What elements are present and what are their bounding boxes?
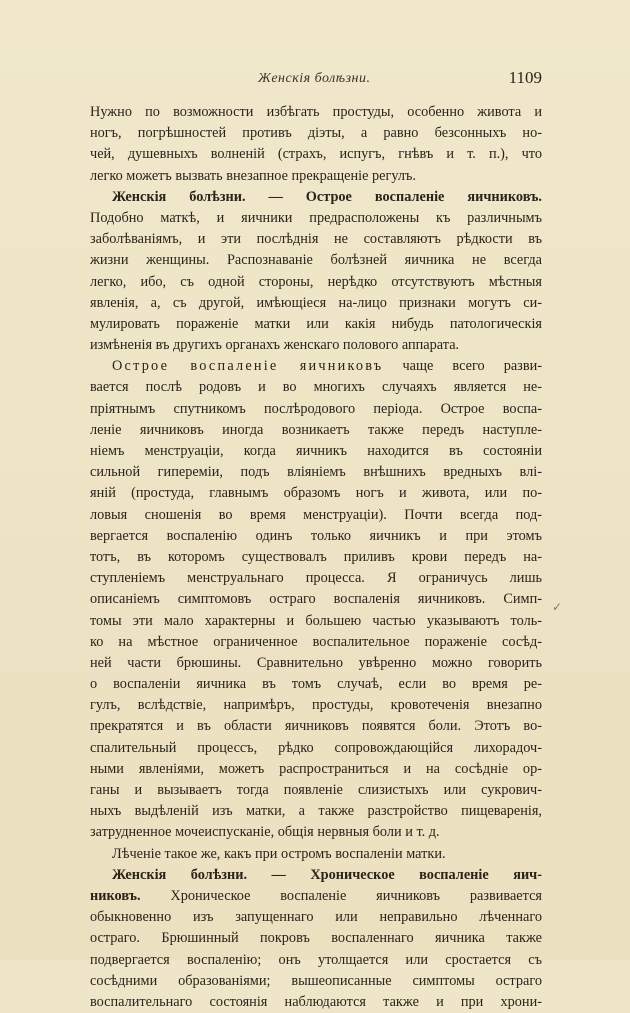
section-heading: Женскія болѣзни. — Острое воспаленіе яичниковъ. — [112, 188, 542, 205]
text-line — [90, 716, 542, 737]
text-line — [90, 886, 542, 907]
line-text: ганы и вызываетъ тогда появленіе слизистыхъ или сукрович- — [90, 782, 542, 798]
line-text: подвергается воспаленію; онъ утолщается или сростается съ — [90, 951, 542, 968]
line-text: ко на мѣстное ограниченное воспалительное пораженіе сосѣд- — [90, 633, 542, 650]
text-line — [90, 738, 542, 759]
text-line — [90, 547, 542, 568]
page-header — [90, 68, 542, 90]
line-text: пріятнымъ спутникомъ послѣродового періода. Острое воспа- — [90, 400, 542, 417]
line-text: Подобно маткѣ, и яичники предрасположены къ различнымъ — [90, 209, 542, 226]
line-text: жизни женщины. Распознаваніе болѣзней яичника не всегда — [90, 252, 542, 269]
text-line — [90, 123, 542, 144]
line-text: вергается воспаленію одинъ только яичникъ и при этомъ — [90, 527, 542, 544]
text-line — [90, 187, 542, 208]
text-line — [90, 568, 542, 589]
line-text: описаніемъ симптомовъ остраго воспаленія яичниковъ. Симп- — [90, 591, 542, 608]
text-line — [90, 377, 542, 398]
text-line — [90, 526, 542, 547]
text-line — [90, 208, 542, 229]
section-heading: Женскія болѣзни. — Хроническое воспаленіе яич- — [112, 866, 542, 883]
line-text: яній (простуда, главнымъ образомъ ногъ и живота, или по- — [90, 485, 542, 502]
text-line — [90, 293, 542, 314]
text-line — [90, 674, 542, 695]
text-line — [90, 653, 542, 674]
text-line — [90, 144, 542, 165]
text-line — [90, 399, 542, 420]
line-text: ловыя сношенія во время менструаціи). Почти всегда под- — [90, 506, 542, 523]
text-line — [90, 505, 542, 526]
text-line — [90, 420, 542, 441]
text-line — [90, 356, 542, 377]
line-text: явленія, а, съ другой, имѣющіеся на-лицо признаки могутъ си- — [90, 294, 542, 311]
line-text: спалительный процессъ, рѣдко сопровождающійся лихорадоч- — [90, 739, 542, 756]
text-line — [90, 102, 542, 123]
text-line — [90, 865, 542, 886]
line-text: Нужно по возможности избѣгать простуды, особенно живота и — [90, 104, 542, 120]
text-line — [90, 314, 542, 335]
text-line — [90, 611, 542, 632]
line-text: легко, ибо, съ одной стороны, нерѣдко отсутствуютъ мѣстныя — [90, 273, 542, 290]
line-text: чей, душевныхъ волненій (страхъ, испугъ, гнѣвъ и т. п.), что — [90, 146, 542, 163]
text-line — [90, 928, 542, 949]
text-line — [90, 759, 542, 780]
line-text: обыкновенно изъ запущеннаго или неправильно лѣченнаго — [90, 909, 542, 926]
body-text — [90, 102, 542, 1013]
text-line — [90, 695, 542, 716]
line-text: заболѣваніямъ, и эти послѣднія не составляютъ рѣдкости въ — [90, 231, 542, 248]
text-line — [90, 462, 542, 483]
text-line — [90, 589, 542, 610]
text-line — [90, 801, 542, 822]
line-text: легко можетъ вызвать внезапное прекращеніе регулъ. — [90, 167, 416, 184]
line-text: тотъ, въ которомъ существовалъ приливъ крови передъ на- — [90, 548, 542, 565]
line-text: воспалительнаго состоянія наблюдаются также и при хрони- — [90, 993, 542, 1010]
line-text: ней части брюшины. Сравнительно увѣренно можно говорить — [90, 654, 542, 671]
line-text: вается послѣ родовъ и во многихъ случаяхъ является не- — [90, 379, 542, 396]
text-line — [90, 844, 542, 865]
spaced-term: Острое воспаленіе яичниковъ — [112, 358, 384, 375]
section-heading: никовъ. — [90, 887, 141, 904]
margin-check-mark: ✓ — [552, 600, 563, 614]
line-text: ными явленіями, можетъ распространиться и на сосѣдніе ор- — [90, 760, 542, 777]
text-line — [90, 971, 542, 992]
line-text: ногъ, погрѣшностей противъ діэты, а равно безсонныхъ но- — [90, 125, 542, 142]
text-line — [90, 950, 542, 971]
text-line — [90, 632, 542, 653]
running-title: Женскія болѣзни. — [258, 71, 371, 86]
line-text: ныхъ выдѣленій изъ матки, а также разстройство пищеваренія, — [90, 803, 542, 820]
text-line — [90, 229, 542, 250]
line-text: Хроническое воспаленіе яичниковъ развивается — [140, 887, 542, 904]
text-line — [90, 335, 542, 356]
line-text: чаще всего разви- — [383, 358, 542, 375]
text-line — [90, 907, 542, 928]
line-text: сосѣдними образованіями; вышеописанные симптомы остраго — [90, 972, 542, 989]
line-text: остраго. Брюшинный покровъ воспаленнаго яичника также — [90, 930, 542, 947]
line-text: затрудненное мочеиспусканіе, общія нервныя боли и т. д. — [90, 824, 440, 841]
line-text: мулировать пораженіе матки или какія нибудь патологическія — [90, 315, 542, 332]
line-text: ніемъ менструаціи, когда яичникъ находится въ состояніи — [90, 443, 542, 459]
text-line — [90, 166, 542, 187]
line-text: прекратятся и въ области яичниковъ появятся боли. Этотъ во- — [90, 718, 542, 735]
text-line — [90, 441, 542, 462]
text-line — [90, 250, 542, 271]
line-text: томы эти мало характерны и большею частью указываютъ толь- — [90, 612, 542, 629]
text-line — [90, 272, 542, 293]
line-text: гулъ, вслѣдствіе, напримѣръ, простуды, кровотеченія внезапно — [90, 697, 542, 714]
line-text: Лѣченіе такое же, какъ при остромъ воспаленіи матки. — [112, 845, 446, 862]
line-text: сильной гипереміи, подъ вліяніемъ внѣшнихъ вредныхъ влі- — [90, 464, 542, 481]
text-line — [90, 483, 542, 504]
page-number: 1109 — [508, 68, 542, 87]
line-text: ступленіемъ менструальнаго процесса. Я ограничусь лишь — [90, 570, 542, 587]
line-text: измѣненія въ другихъ органахъ женскаго полового аппарата. — [90, 337, 460, 354]
text-line — [90, 992, 542, 1013]
line-text: леніе яичниковъ иногда возникаетъ также передъ наступле- — [90, 421, 542, 438]
text-line — [90, 822, 542, 843]
text-line — [90, 780, 542, 801]
line-text: о воспаленіи яичника въ томъ случаѣ, если во время ре- — [90, 676, 542, 693]
